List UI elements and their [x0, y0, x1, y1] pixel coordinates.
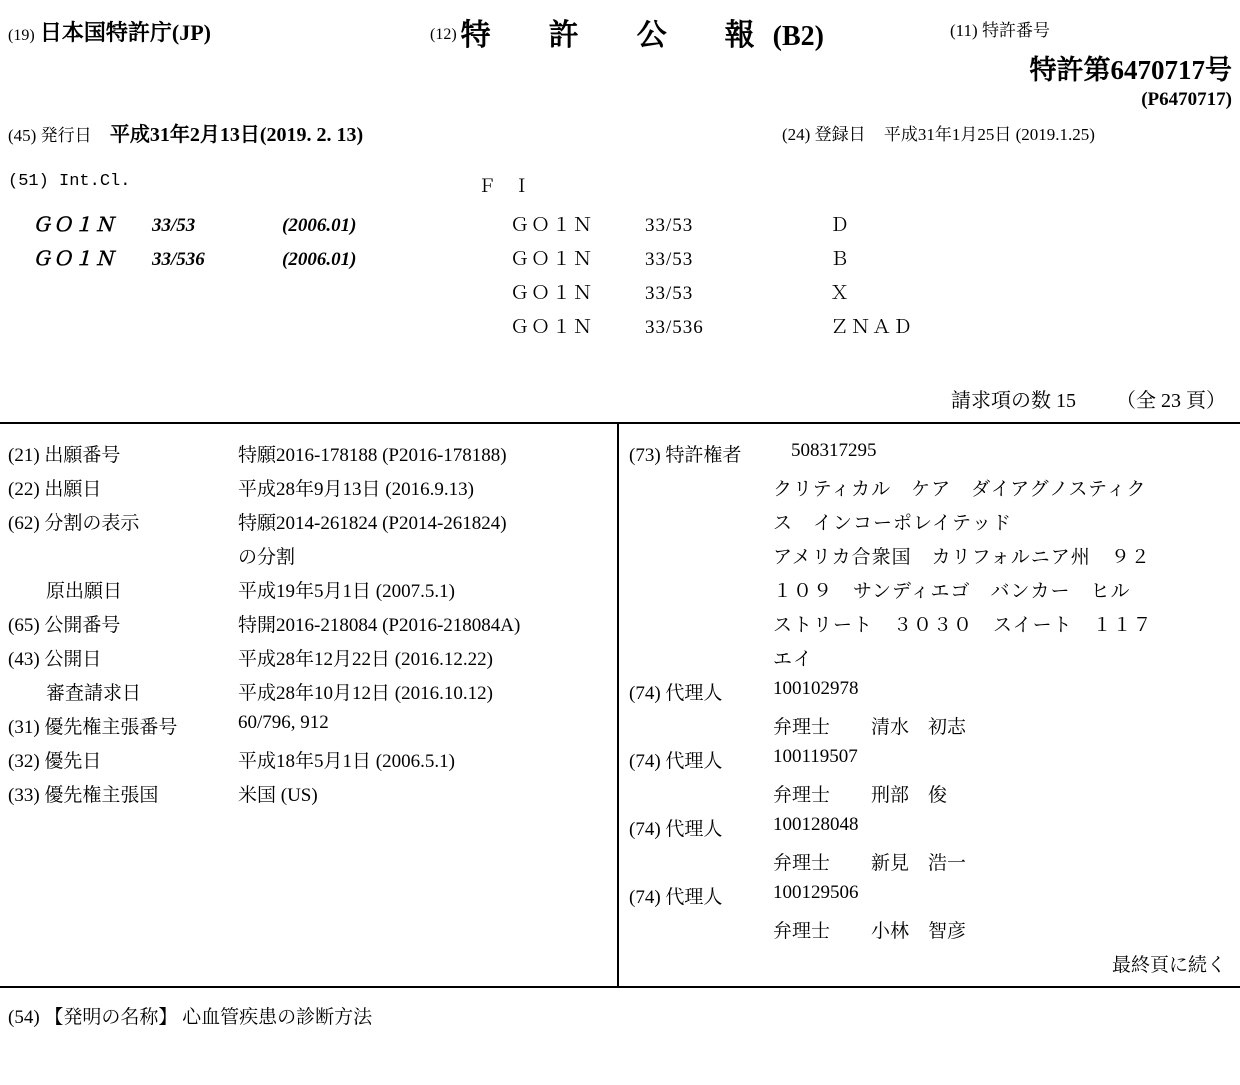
- agent-title: 弁理士: [773, 785, 831, 806]
- ipc-row: [32, 244, 356, 271]
- assignee-address-line: １０９ サンディエゴ バンカー ヒル: [773, 581, 1131, 602]
- bibliographic-table: [0, 422, 1240, 988]
- dates-row: [0, 118, 1240, 148]
- field-value: の分割: [238, 547, 296, 568]
- office-code: (19): [8, 27, 35, 44]
- assignee-name-line: ス インコーポレイテッド: [773, 513, 1013, 534]
- patent-number: 特許第6470717号: [1029, 55, 1232, 85]
- claims-count: [951, 384, 1226, 413]
- fi-row: [510, 278, 851, 305]
- document-type: [430, 10, 824, 54]
- continued-note: 最終頁に続く: [1111, 955, 1226, 976]
- assignee-address-line: エイ: [773, 649, 814, 670]
- field-code: (31) 優先権主張番号: [8, 717, 178, 738]
- agent-code: (74) 代理人: [629, 751, 723, 772]
- classification-block: [0, 172, 1240, 362]
- office-name: 日本国特許庁(JP): [39, 20, 211, 45]
- fi-symbol: Ｂ: [830, 249, 852, 270]
- field-code: (32) 優先日: [8, 751, 102, 772]
- fi-row: [510, 312, 914, 339]
- field-code: (65) 公開番号: [8, 615, 121, 636]
- claims-label: 請求項の数: [951, 390, 1051, 412]
- field-code: (33) 優先権主張国: [8, 785, 159, 806]
- doc-code: (12): [430, 26, 457, 43]
- agent-title: 弁理士: [773, 853, 831, 874]
- field-code: 原出願日: [8, 581, 123, 602]
- field-code: (62) 分割の表示: [8, 513, 140, 534]
- agent-name: 小林 智彦: [871, 921, 967, 942]
- patno-label: 特許番号: [981, 21, 1050, 40]
- field-code: 審査請求日: [8, 683, 142, 704]
- patent-number-sub: (P6470717): [1141, 89, 1232, 110]
- field-value: 特開2016-218084 (P2016-218084A): [238, 615, 521, 636]
- agent-name: 清水 初志: [871, 717, 967, 738]
- field-code: (43) 公開日: [8, 649, 102, 670]
- doc-title: 特 許 公 報: [460, 19, 769, 52]
- patent-number-block: [1030, 48, 1233, 111]
- field-value: 特願2016-178188 (P2016-178188): [238, 445, 507, 466]
- registration-date-label: 登録日: [814, 125, 866, 144]
- fi-group: 33/536: [645, 317, 704, 338]
- ipc-label-text: Int.Cl.: [59, 172, 131, 191]
- agent-code: (74) 代理人: [629, 683, 723, 704]
- field-code: (21) 出願番号: [8, 445, 121, 466]
- invention-title: [8, 1002, 372, 1029]
- fi-group: 33/53: [645, 249, 694, 270]
- ipc-label: [8, 172, 130, 191]
- fi-group: 33/53: [645, 283, 694, 304]
- ipc-class: ＧＯ１Ｎ: [32, 215, 117, 236]
- fi-row: [510, 210, 851, 237]
- issue-date-value: 平成31年2月13日(2019. 2. 13): [109, 124, 364, 146]
- assignee-number: 508317295: [791, 440, 877, 461]
- fi-group: 33/53: [645, 215, 694, 236]
- issue-date-group: [8, 118, 363, 147]
- ipc-version: (2006.01): [282, 215, 357, 236]
- agent-title: 弁理士: [773, 921, 831, 942]
- ipc-group: 33/53: [152, 215, 196, 236]
- registration-date-group: [782, 120, 1095, 145]
- fi-symbol: Ｄ: [830, 215, 852, 236]
- agent-number: 100128048: [773, 814, 859, 835]
- assignee-address-line: ストリート ３０３０ スイート １１７: [773, 615, 1153, 636]
- fi-symbol: Ｘ: [830, 283, 852, 304]
- agent-number: 100102978: [773, 678, 859, 699]
- fi-symbol: ＺＮＡＤ: [830, 317, 915, 338]
- registration-date-value: 平成31年1月25日 (2019.1.25): [883, 125, 1095, 144]
- fi-class: ＧＯ１Ｎ: [510, 215, 595, 236]
- field-value: 平成28年9月13日 (2016.9.13): [238, 479, 474, 500]
- field-code: (22) 出願日: [8, 479, 102, 500]
- ipc-version: (2006.01): [282, 249, 357, 270]
- agent-name: 新見 浩一: [871, 853, 967, 874]
- title-code: (54): [8, 1007, 40, 1028]
- field-value: 平成28年10月12日 (2016.10.12): [238, 683, 493, 704]
- field-value: 米国 (US): [238, 785, 318, 806]
- fi-row: [510, 244, 851, 271]
- field-value: 平成18年5月1日 (2006.5.1): [238, 751, 455, 772]
- ipc-group: 33/536: [152, 249, 205, 270]
- ipc-class: ＧＯ１Ｎ: [32, 249, 117, 270]
- agent-number: 100119507: [773, 746, 858, 767]
- agent-number: 100129506: [773, 882, 859, 903]
- claims-number: 15: [1056, 390, 1076, 412]
- patno-code: (11): [950, 21, 978, 40]
- fi-label: Ｆ Ｉ: [478, 178, 534, 198]
- bib-left-column: [0, 424, 615, 986]
- field-value: 60/796, 912: [238, 712, 329, 733]
- agent-code: (74) 代理人: [629, 819, 723, 840]
- fi-class: ＧＯ１Ｎ: [510, 317, 595, 338]
- ipc-row: [32, 210, 356, 237]
- agent-code: (74) 代理人: [629, 887, 723, 908]
- field-value: 特願2014-261824 (P2014-261824): [238, 513, 507, 534]
- title-label: 【発明の名称】: [44, 1007, 178, 1028]
- fi-class: ＧＯ１Ｎ: [510, 249, 595, 270]
- issue-date-label: 発行日: [40, 126, 92, 145]
- issue-date-code: (45): [8, 126, 37, 145]
- total-pages: （全 23 頁）: [1116, 390, 1226, 412]
- patent-number-label-group: [950, 16, 1050, 41]
- ipc-code: (51): [8, 172, 49, 191]
- issuing-office: [8, 16, 211, 47]
- agent-title: 弁理士: [773, 717, 831, 738]
- field-value: 平成28年12月22日 (2016.12.22): [238, 649, 493, 670]
- field-value: 平成19年5月1日 (2007.5.1): [238, 581, 455, 602]
- doc-kind: (B2): [772, 21, 824, 52]
- registration-date-code: (24): [782, 125, 811, 144]
- column-divider: [617, 424, 619, 986]
- agent-name: 刑部 俊: [871, 785, 948, 806]
- assignee-address-line: アメリカ合衆国 カリフォルニア州 ９２: [773, 547, 1151, 568]
- title-value: 心血管疾患の診断方法: [182, 1007, 373, 1028]
- assignee-name-line: クリティカル ケア ダイアグノスティク: [773, 479, 1147, 500]
- assignee-code: (73) 特許権者: [629, 445, 742, 466]
- bib-right-column: [621, 424, 1240, 986]
- fi-class: ＧＯ１Ｎ: [510, 283, 595, 304]
